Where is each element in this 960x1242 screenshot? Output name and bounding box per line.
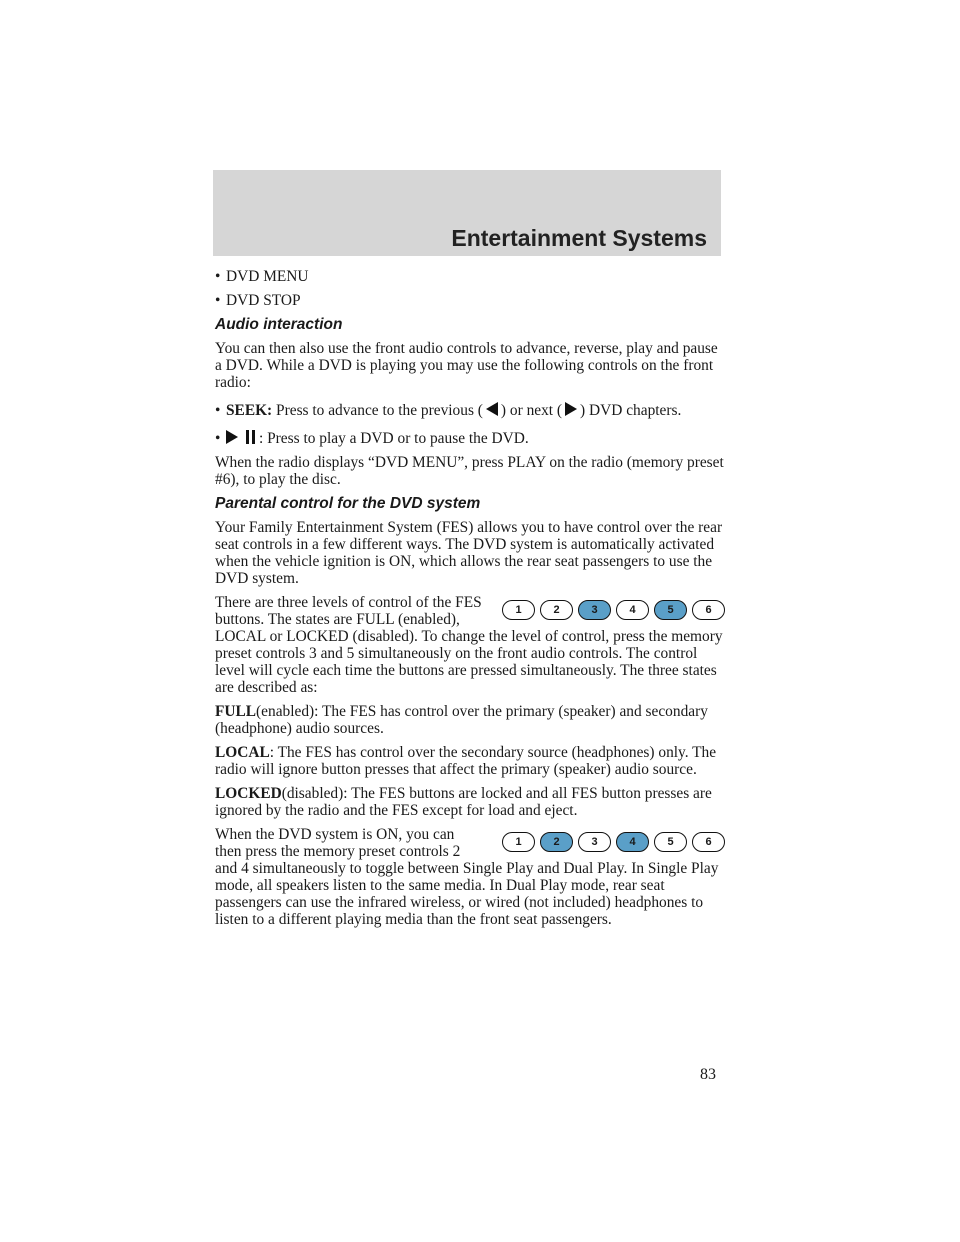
previous-triangle-icon [486, 402, 498, 416]
page-number: 83 [700, 1066, 716, 1083]
play-pause-text: : Press to play a DVD or to pause the DVD. [259, 430, 529, 447]
section-title: Entertainment Systems [451, 225, 707, 251]
preset-button-6: 6 [692, 600, 725, 620]
bullet-dvd-stop [215, 292, 727, 309]
locked-text: (disabled): The FES buttons are locked and all FES button presses are ignored by the radio and the FES except for load and eject. [215, 785, 712, 819]
bullet-seek [215, 398, 727, 423]
paragraph-full [215, 703, 727, 737]
paragraph-control-levels [215, 594, 727, 696]
preset-button-5: 5 [654, 600, 687, 620]
heading-audio-interaction: Audio interaction [215, 316, 343, 333]
paragraph-local [215, 744, 727, 778]
preset-button-6: 6 [692, 832, 725, 852]
bullet-dot: • [215, 430, 221, 447]
paragraph-dual-play [215, 826, 727, 928]
section-header-band [213, 170, 721, 256]
bullet-dot: • [215, 402, 221, 419]
preset-button-4: 4 [616, 600, 649, 620]
full-label: FULL [215, 703, 257, 720]
preset-button-4: 4 [616, 832, 649, 852]
seek-text-c: ) DVD chapters. [580, 402, 682, 419]
preset-button-5: 5 [654, 832, 687, 852]
preset-button-3: 3 [578, 600, 611, 620]
paragraph-parental-intro: Your Family Entertainment System (FES) allows you to have control over the rear seat controls in a few different ways. The DVD system is automatically activated when the vehicle ignition is ON, which allows the rear seat passengers to use the DVD system. [215, 519, 723, 587]
next-triangle-icon [565, 402, 577, 416]
bullet-text: DVD MENU [226, 268, 309, 285]
dual-play-text: When the DVD system is ON, you can then press the memory preset controls 2 and 4 simultaneously to toggle between Single Play and Dual Play. In Single Play mode, all speakers listen to the same media. In Dual Play mode, rear seat passengers can use the infrared wireless, or wired (not included) headphones to listen to a different playing media than the front seat passengers. [215, 826, 719, 928]
preset-buttons-3-5-illustration [502, 600, 725, 620]
paragraph-locked [215, 785, 727, 819]
bullet-play-pause [215, 430, 727, 447]
play-icon [226, 430, 238, 444]
preset-button-2: 2 [540, 832, 573, 852]
local-label: LOCAL [215, 744, 270, 761]
seek-text-a: Press to advance to the previous ( [276, 402, 483, 419]
local-text: : The FES has control over the secondary source (headphones) only. The radio will ignore button presses that affect the primary (speaker) audio source. [215, 744, 717, 778]
bullet-dvd-menu [215, 268, 727, 285]
preset-button-3: 3 [578, 832, 611, 852]
page-content [215, 268, 727, 928]
seek-label: SEEK: [226, 402, 273, 419]
bullet-text: DVD STOP [226, 292, 301, 309]
paragraph-audio-intro: You can then also use the front audio controls to advance, reverse, play and pause a DVD. While a DVD is playing you may use the following controls on the front radio: [215, 340, 718, 391]
preset-button-1: 1 [502, 600, 535, 620]
pause-icon [245, 430, 257, 444]
heading-parental-control: Parental control for the DVD system [215, 495, 481, 512]
preset-button-1: 1 [502, 832, 535, 852]
paragraph-dvd-menu-note: When the radio displays “DVD MENU”, press PLAY on the radio (memory preset #6), to play the disc. [215, 454, 724, 488]
locked-label: LOCKED [215, 785, 282, 802]
bullet-dot: • [215, 268, 221, 285]
full-text: (enabled): The FES has control over the primary (speaker) and secondary (headphone) audio sources. [215, 703, 708, 737]
seek-text-b: ) or next ( [500, 402, 563, 419]
preset-button-2: 2 [540, 600, 573, 620]
preset-buttons-2-4-illustration [502, 832, 725, 852]
bullet-dot: • [215, 292, 221, 309]
control-levels-text: There are three levels of control of the FES buttons. The states are FULL (enabled), LOCAL or LOCKED (disabled). To change the level of control, press the memory preset controls 3 and 5 simultaneously on the front audio controls. The control level will cycle each time the buttons are pressed simultaneously. The three states are described as: [215, 594, 723, 696]
